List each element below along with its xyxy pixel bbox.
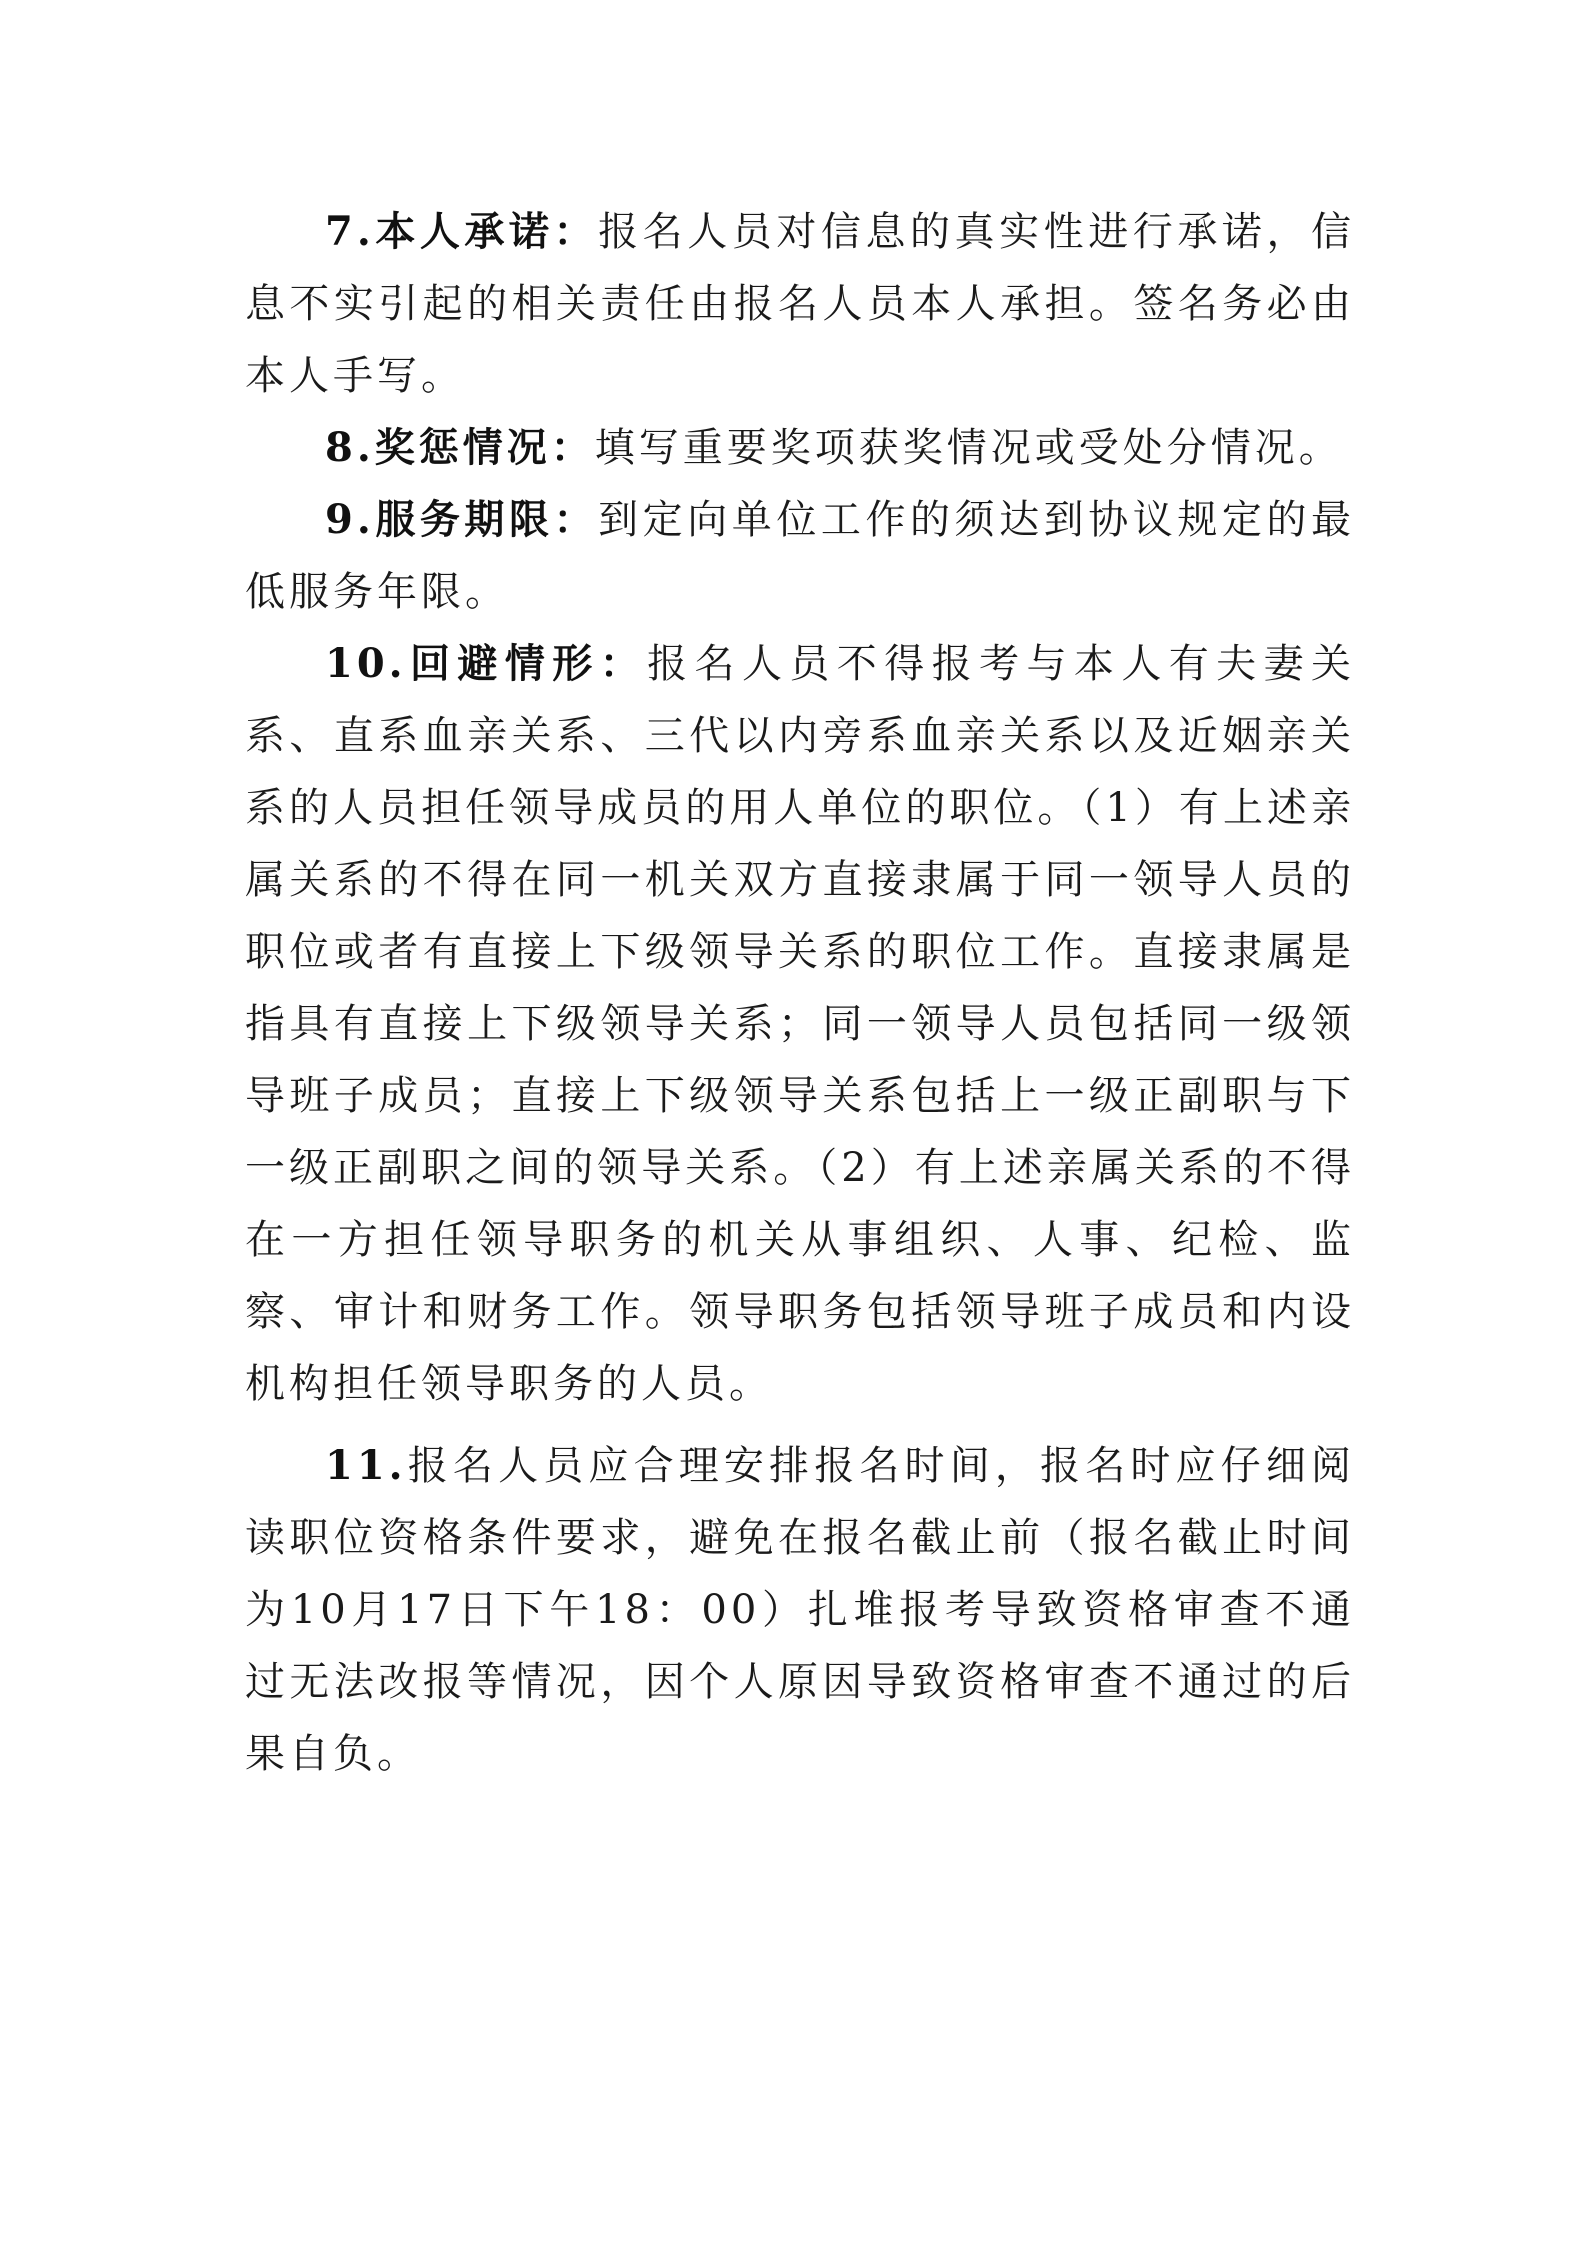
paragraph-heading: 11.: [325, 1442, 407, 1489]
paragraph-text: 填写重要奖项获奖情况或受处分情况。: [594, 425, 1343, 471]
paragraph-heading: 7.本人承诺：: [325, 208, 599, 255]
paragraph-text: 到定向单位工作的须达到协议规定的最低服务年限。: [245, 497, 1356, 615]
paragraph-service-term: [245, 484, 1355, 628]
paragraph-rewards: [245, 412, 1355, 484]
paragraph-registration-time: [245, 1430, 1355, 1790]
paragraph-heading: 8.奖惩情况：: [325, 424, 595, 471]
paragraph-avoidance: [245, 628, 1355, 1420]
paragraph-text: 报名人员不得报考与本人有夫妻关系、直系血亲关系、三代以内旁系血亲关系以及近姻亲关系的人员担任领导成员的用人单位的职位。（1）有上述亲属关系的不得在同一机关双方直接隶属于同一领导人员的职位或者有直接上下级领导关系的职位工作。直接隶属是指具有直接上下级领导关系；同一领导人员包括同一级领导班子成员；直接上下级领导关系包括上一级正副职与下一级正副职之间的领导关系。（2）有上述亲属关系的不得在一方担任领导职务的机关从事组织、人事、纪检、监察、审计和财务工作。领导职务包括领导班子成员和内设机构担任领导职务的人员。: [245, 641, 1356, 1407]
paragraph-commitment: [245, 196, 1355, 412]
paragraph-heading: 10.回避情形：: [325, 640, 648, 687]
paragraph-heading: 9.服务期限：: [325, 496, 599, 543]
paragraph-text: 报名人员应合理安排报名时间，报名时应仔细阅读职位资格条件要求，避免在报名截止前（报名截止时间为10月17日下午18：00）扎堆报考导致资格审查不通过无法改报等情况，因个人原因导致资格审查不通过的后果自负。: [245, 1443, 1355, 1777]
paragraph-text: 报名人员对信息的真实性进行承诺，信息不实引起的相关责任由报名人员本人承担。签名务必由本人手写。: [245, 209, 1356, 399]
document-body: [245, 196, 1355, 1790]
